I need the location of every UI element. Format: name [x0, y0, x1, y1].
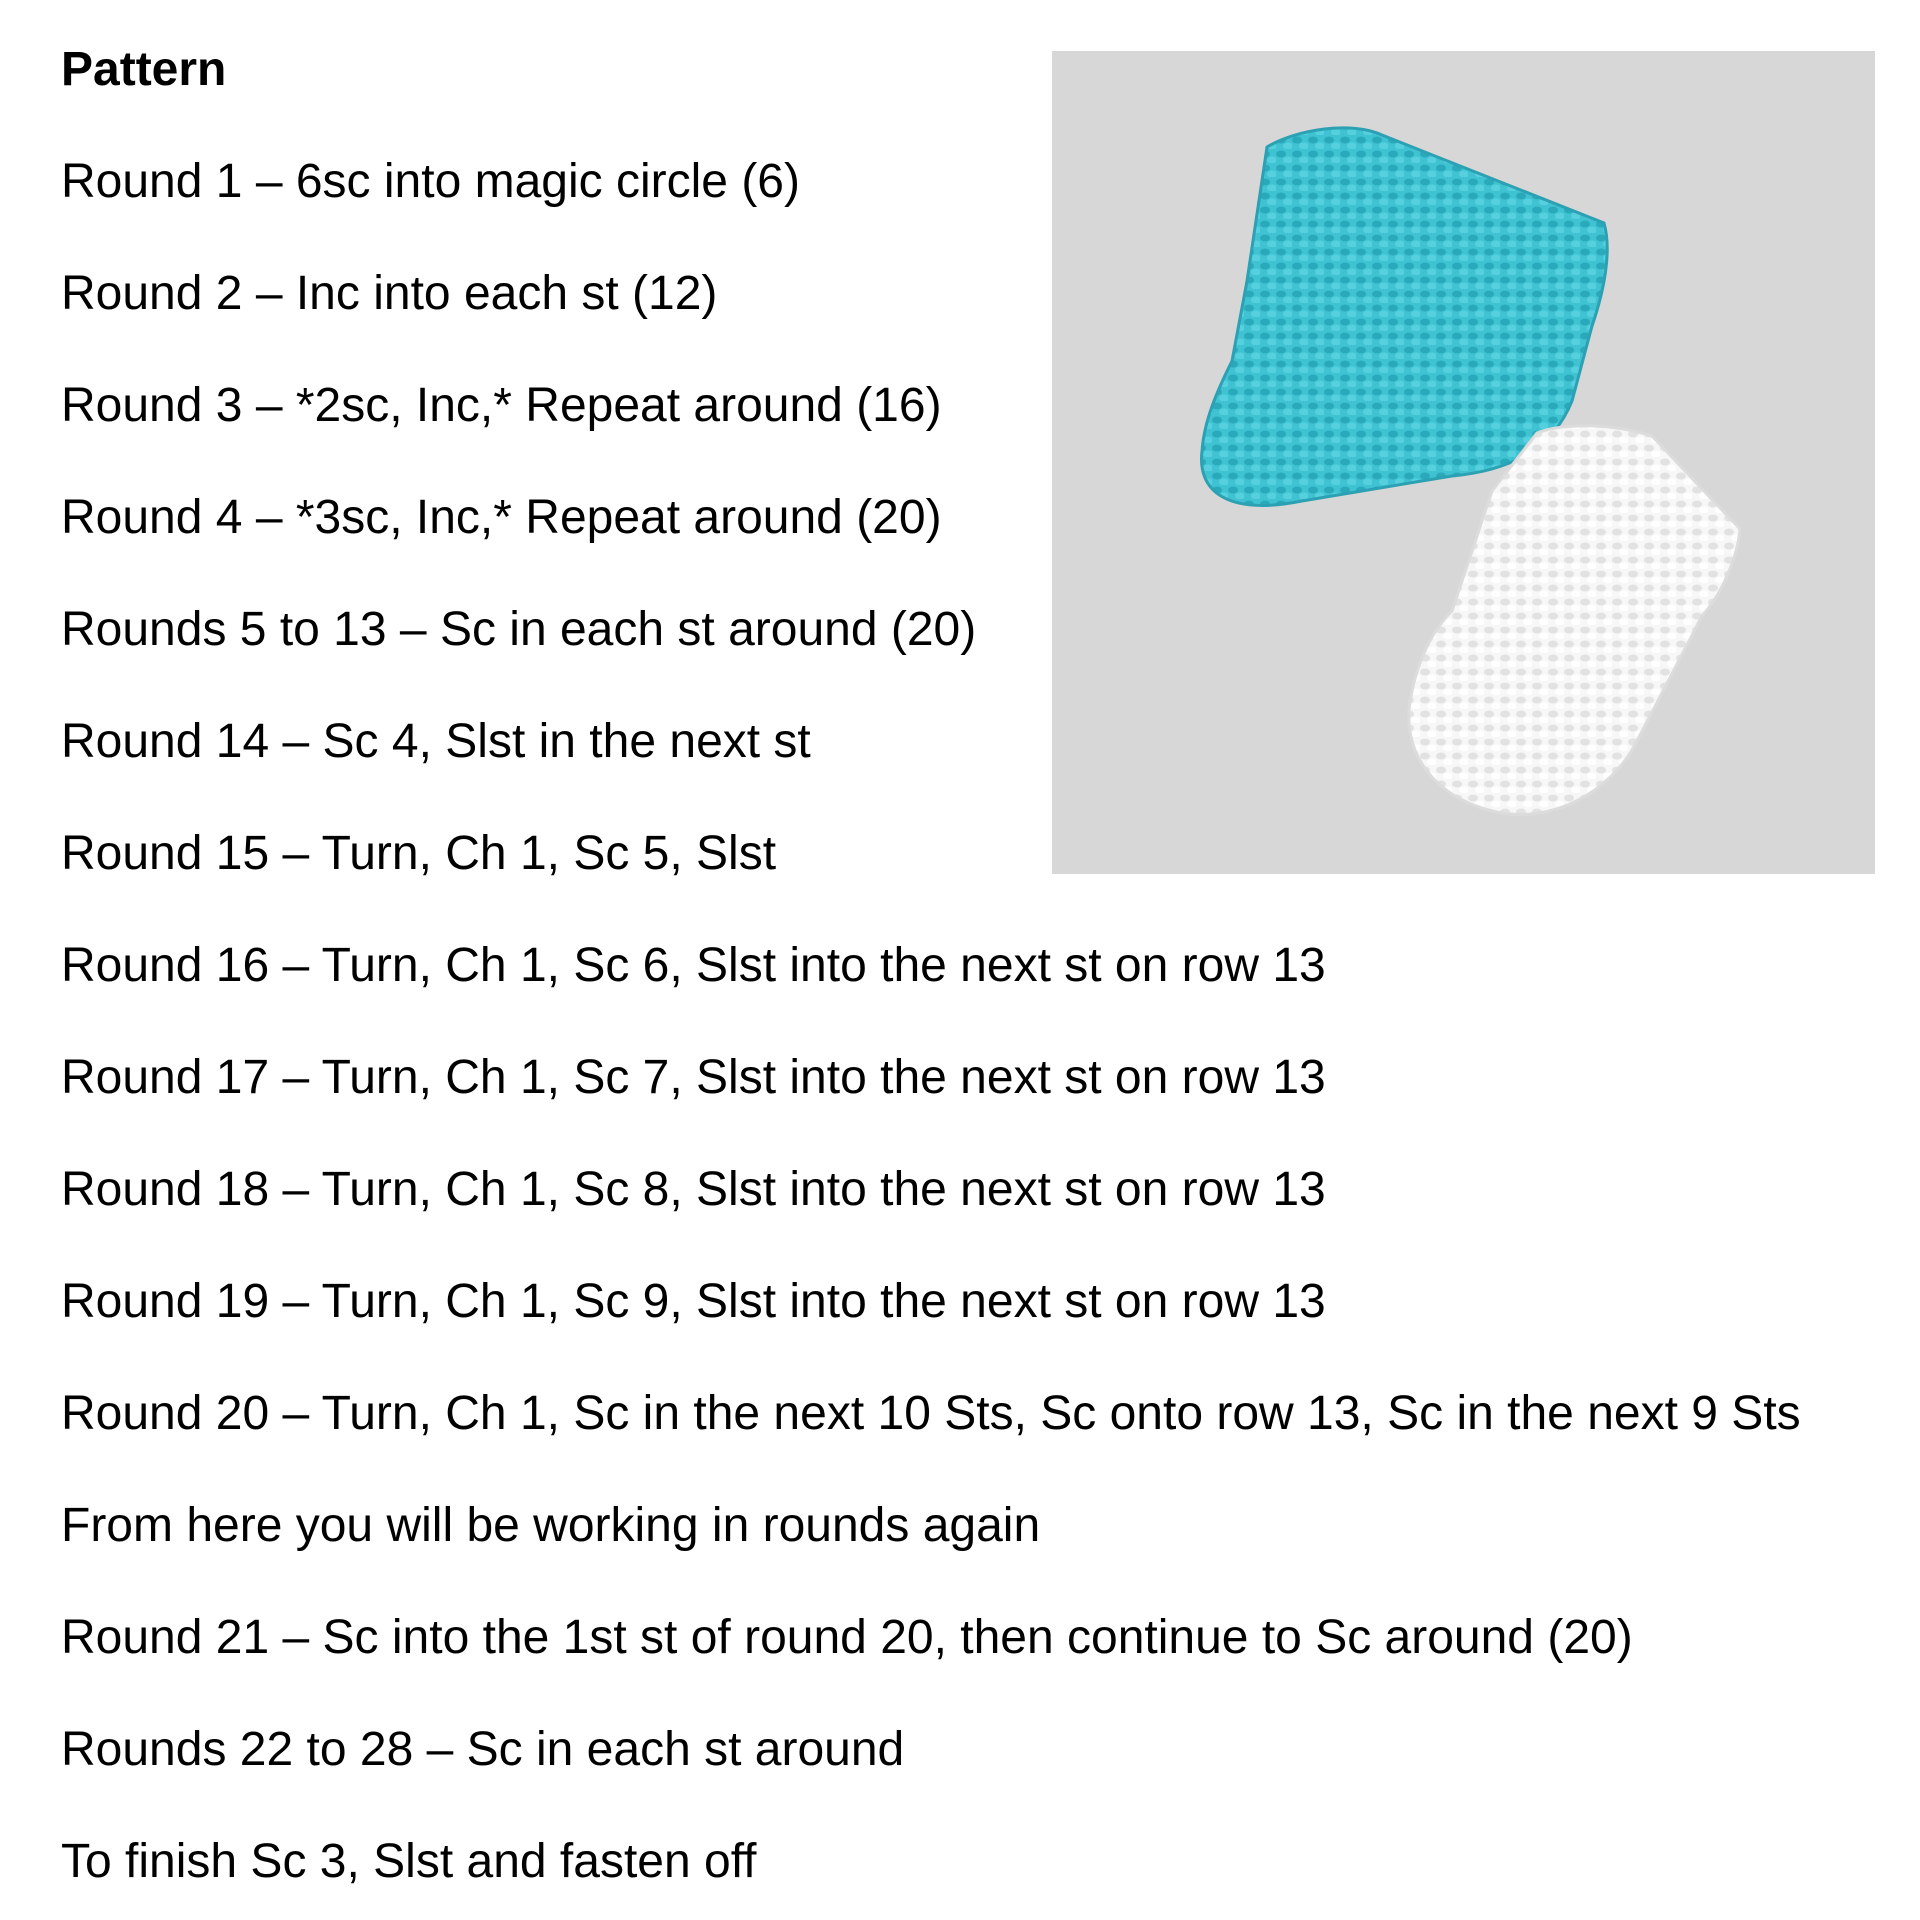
pattern-line-round-4: Round 4 – *3sc, Inc,* Repeat around (20)	[61, 491, 942, 544]
socks-photo	[1052, 51, 1875, 874]
pattern-line-round-1: Round 1 – 6sc into magic circle (6)	[61, 155, 800, 208]
pattern-line-round-17: Round 17 – Turn, Ch 1, Sc 7, Slst into the next st on row 13	[61, 1051, 1326, 1104]
pattern-line-rounds-5-13: Rounds 5 to 13 – Sc in each st around (20)	[61, 603, 977, 656]
pattern-line-finish: To finish Sc 3, Slst and fasten off	[61, 1835, 757, 1888]
pattern-line-round-3: Round 3 – *2sc, Inc,* Repeat around (16)	[61, 379, 942, 432]
pattern-line-round-16: Round 16 – Turn, Ch 1, Sc 6, Slst into the next st on row 13	[61, 939, 1326, 992]
pattern-line-round-20: Round 20 – Turn, Ch 1, Sc in the next 10 Sts, Sc onto row 13, Sc in the next 9 Sts	[61, 1387, 1801, 1440]
pattern-line-round-14: Round 14 – Sc 4, Slst in the next st	[61, 715, 811, 768]
pattern-line-round-21: Round 21 – Sc into the 1st st of round 20, then continue to Sc around (20)	[61, 1611, 1633, 1664]
pattern-line-note: From here you will be working in rounds again	[61, 1499, 1041, 1552]
pattern-line-round-18: Round 18 – Turn, Ch 1, Sc 8, Slst into the next st on row 13	[61, 1163, 1326, 1216]
pattern-line-round-2: Round 2 – Inc into each st (12)	[61, 267, 718, 320]
pattern-line-round-19: Round 19 – Turn, Ch 1, Sc 9, Slst into the next st on row 13	[61, 1275, 1326, 1328]
pattern-line-round-15: Round 15 – Turn, Ch 1, Sc 5, Slst	[61, 827, 777, 880]
page-title: Pattern	[61, 43, 227, 96]
pattern-line-rounds-22-28: Rounds 22 to 28 – Sc in each st around	[61, 1723, 905, 1776]
